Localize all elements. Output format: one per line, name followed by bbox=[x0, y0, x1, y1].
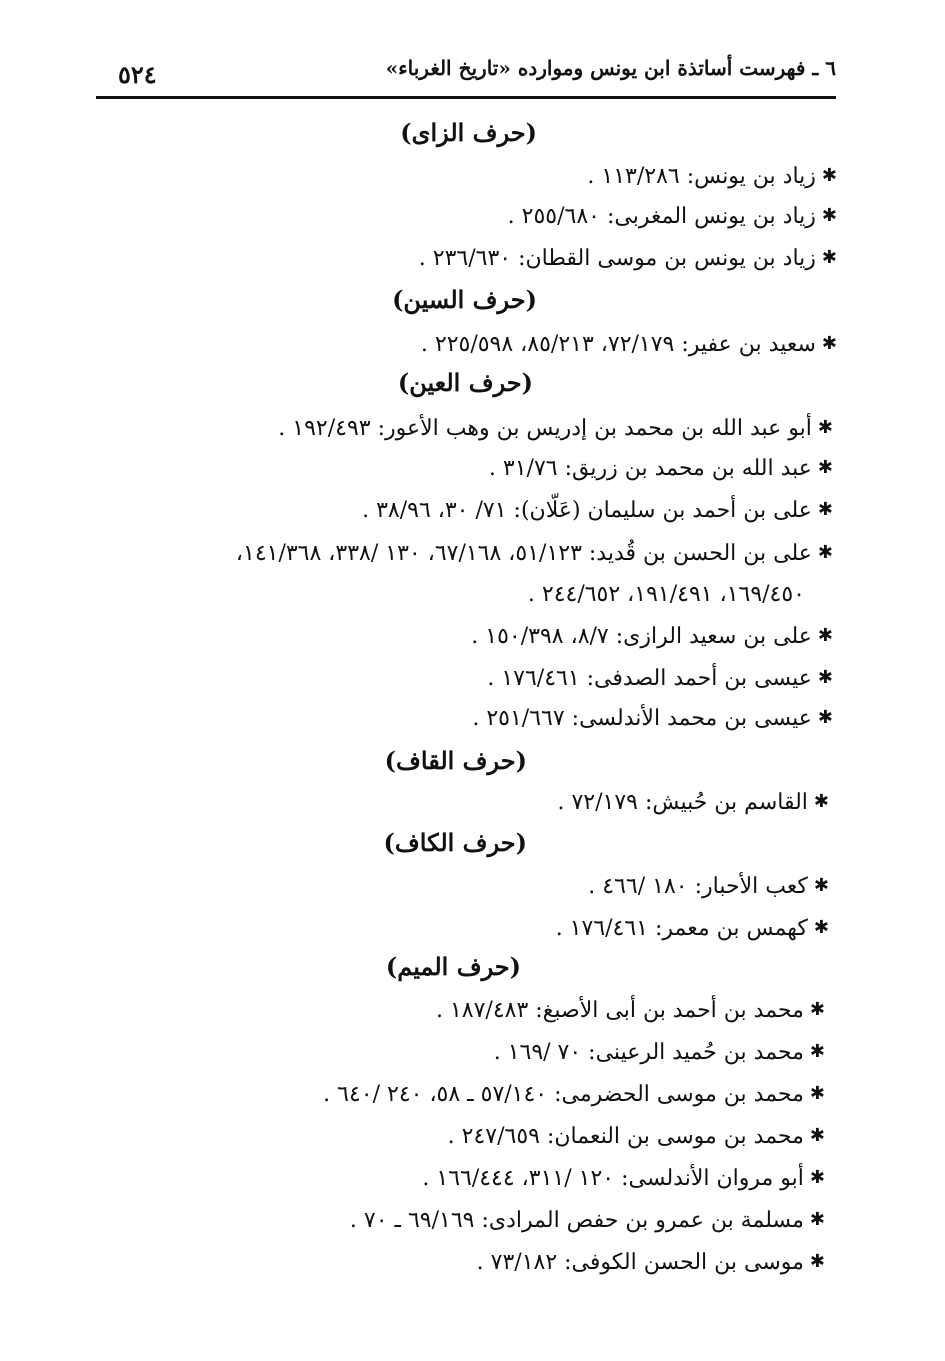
bullet-icon: ✱ bbox=[817, 707, 833, 728]
bullet-icon: ✱ bbox=[817, 542, 833, 563]
entry-text: أبو مروان الأندلسى: ١٢٠ /٣١١، ١٦٦/٤٤٤ . bbox=[422, 1166, 804, 1191]
bullet-icon: ✱ bbox=[821, 333, 837, 354]
bullet-icon: ✱ bbox=[817, 625, 833, 646]
page-header bbox=[96, 44, 836, 99]
index-entry bbox=[487, 666, 833, 691]
entry-text: أبو عبد الله بن محمد بن إدريس بن وهب الأعور: ١٩٢/٤٩٣ . bbox=[278, 416, 812, 441]
index-entry bbox=[323, 1082, 825, 1107]
index-entry bbox=[494, 1040, 825, 1065]
bullet-icon: ✱ bbox=[809, 1209, 825, 1230]
bullet-icon: ✱ bbox=[809, 1125, 825, 1146]
index-entry bbox=[557, 790, 829, 815]
running-title: ٦ ـ فهرست أساتذة ابن يونس وموارده «تاريخ الغرباء» bbox=[385, 56, 836, 80]
bullet-icon: ✱ bbox=[809, 1251, 825, 1272]
bullet-icon: ✱ bbox=[809, 1083, 825, 1104]
index-entry bbox=[588, 874, 829, 899]
index-entry bbox=[350, 1208, 825, 1233]
entry-text: على بن الحسن بن قُديد: ٥١/١٢٣، ٦٧/١٦٨، ١٣٠ /٣٣٨، ١٤١/٣٦٨، bbox=[235, 541, 812, 566]
index-entry bbox=[236, 541, 833, 566]
bullet-icon: ✱ bbox=[817, 499, 833, 520]
bullet-icon: ✱ bbox=[813, 917, 829, 938]
bullet-icon: ✱ bbox=[821, 247, 837, 268]
index-entry bbox=[587, 164, 837, 189]
bullet-icon: ✱ bbox=[809, 1167, 825, 1188]
entry-text: زياد بن يونس بن موسى القطان: ٢٣٦/٦٣٠ . bbox=[418, 246, 816, 271]
section-heading-qaf: (حرف القاف) bbox=[384, 746, 527, 775]
entry-text: ١٦٩/٤٥٠، ١٩١/٤٩١، ٢٤٤/٦٥٢ . bbox=[527, 582, 805, 607]
index-entry bbox=[436, 998, 825, 1023]
entry-text: زياد بن يونس: ١١٣/٢٨٦ . bbox=[587, 164, 816, 189]
entry-text: عيسى بن محمد الأندلسى: ٢٥١/٦٦٧ . bbox=[472, 706, 812, 731]
entry-text: مسلمة بن عمرو بن حفص المرادى: ٦٩/١٦٩ ـ ٧٠ . bbox=[349, 1208, 804, 1233]
entry-text: على بن أحمد بن سليمان (عَلّان): ٧١/ ٣٠، ٣٨/٩٦ . bbox=[362, 498, 812, 523]
index-entry bbox=[472, 706, 833, 731]
bullet-icon: ✱ bbox=[809, 999, 825, 1020]
index-entry bbox=[477, 1250, 825, 1275]
bullet-icon: ✱ bbox=[817, 667, 833, 688]
entry-text: زياد بن يونس المغربى: ٢٥٥/٦٨٠ . bbox=[507, 204, 816, 229]
entry-text: محمد بن حُميد الرعينى: ٧٠ /١٦٩ . bbox=[493, 1040, 804, 1065]
index-entry bbox=[422, 1166, 825, 1191]
index-entry bbox=[278, 416, 833, 441]
bullet-icon: ✱ bbox=[821, 205, 837, 226]
entry-text: كهمس بن معمر: ١٧٦/٤٦١ . bbox=[555, 916, 808, 941]
index-entry bbox=[556, 916, 829, 941]
entry-text: كعب الأحبار: ١٨٠ /٤٦٦ . bbox=[588, 874, 808, 899]
index-entry bbox=[421, 332, 837, 357]
bullet-icon: ✱ bbox=[809, 1041, 825, 1062]
index-entry-continuation bbox=[528, 582, 805, 607]
section-heading-sin: (حرف السين) bbox=[392, 285, 537, 314]
index-entry bbox=[489, 456, 833, 481]
index-entry bbox=[471, 624, 833, 649]
entry-text: محمد بن موسى بن النعمان: ٢٤٧/٦٥٩ . bbox=[447, 1124, 804, 1149]
entry-text: القاسم بن حُبيش: ٧٢/١٧٩ . bbox=[557, 790, 808, 815]
bullet-icon: ✱ bbox=[817, 417, 833, 438]
entry-text: محمد بن أحمد بن أبى الأصبغ: ١٨٧/٤٨٣ . bbox=[435, 998, 804, 1023]
entry-text: موسى بن الحسن الكوفى: ٧٣/١٨٢ . bbox=[476, 1250, 804, 1275]
bullet-icon: ✱ bbox=[817, 457, 833, 478]
index-entry bbox=[448, 1124, 825, 1149]
index-entry bbox=[419, 246, 837, 271]
bullet-icon: ✱ bbox=[821, 165, 837, 186]
index-entry bbox=[362, 498, 833, 523]
section-heading-kaf: (حرف الكاف) bbox=[383, 828, 527, 857]
entry-text: عيسى بن أحمد الصدفى: ١٧٦/٤٦١ . bbox=[487, 666, 812, 691]
entry-text: على بن سعيد الرازى: ٨/٧، ١٥٠/٣٩٨ . bbox=[471, 624, 812, 649]
page-number: ٥٢٤ bbox=[118, 60, 157, 89]
bullet-icon: ✱ bbox=[813, 791, 829, 812]
section-heading-ayn: (حرف العين) bbox=[397, 368, 533, 397]
bullet-icon: ✱ bbox=[813, 875, 829, 896]
entry-text: عبد الله بن محمد بن زريق: ٣١/٧٦ . bbox=[488, 456, 812, 481]
section-heading-zay: (حرف الزاى) bbox=[400, 118, 537, 147]
section-heading-mim: (حرف الميم) bbox=[385, 952, 521, 981]
entry-text: سعيد بن عفير: ٧٢/١٧٩، ٨٥/٢١٣، ٢٢٥/٥٩٨ . bbox=[420, 332, 816, 357]
entry-text: محمد بن موسى الحضرمى: ٥٧/١٤٠ ـ ٥٨، ٢٤٠ /٦٤٠ . bbox=[323, 1082, 804, 1107]
index-entry bbox=[508, 204, 837, 229]
